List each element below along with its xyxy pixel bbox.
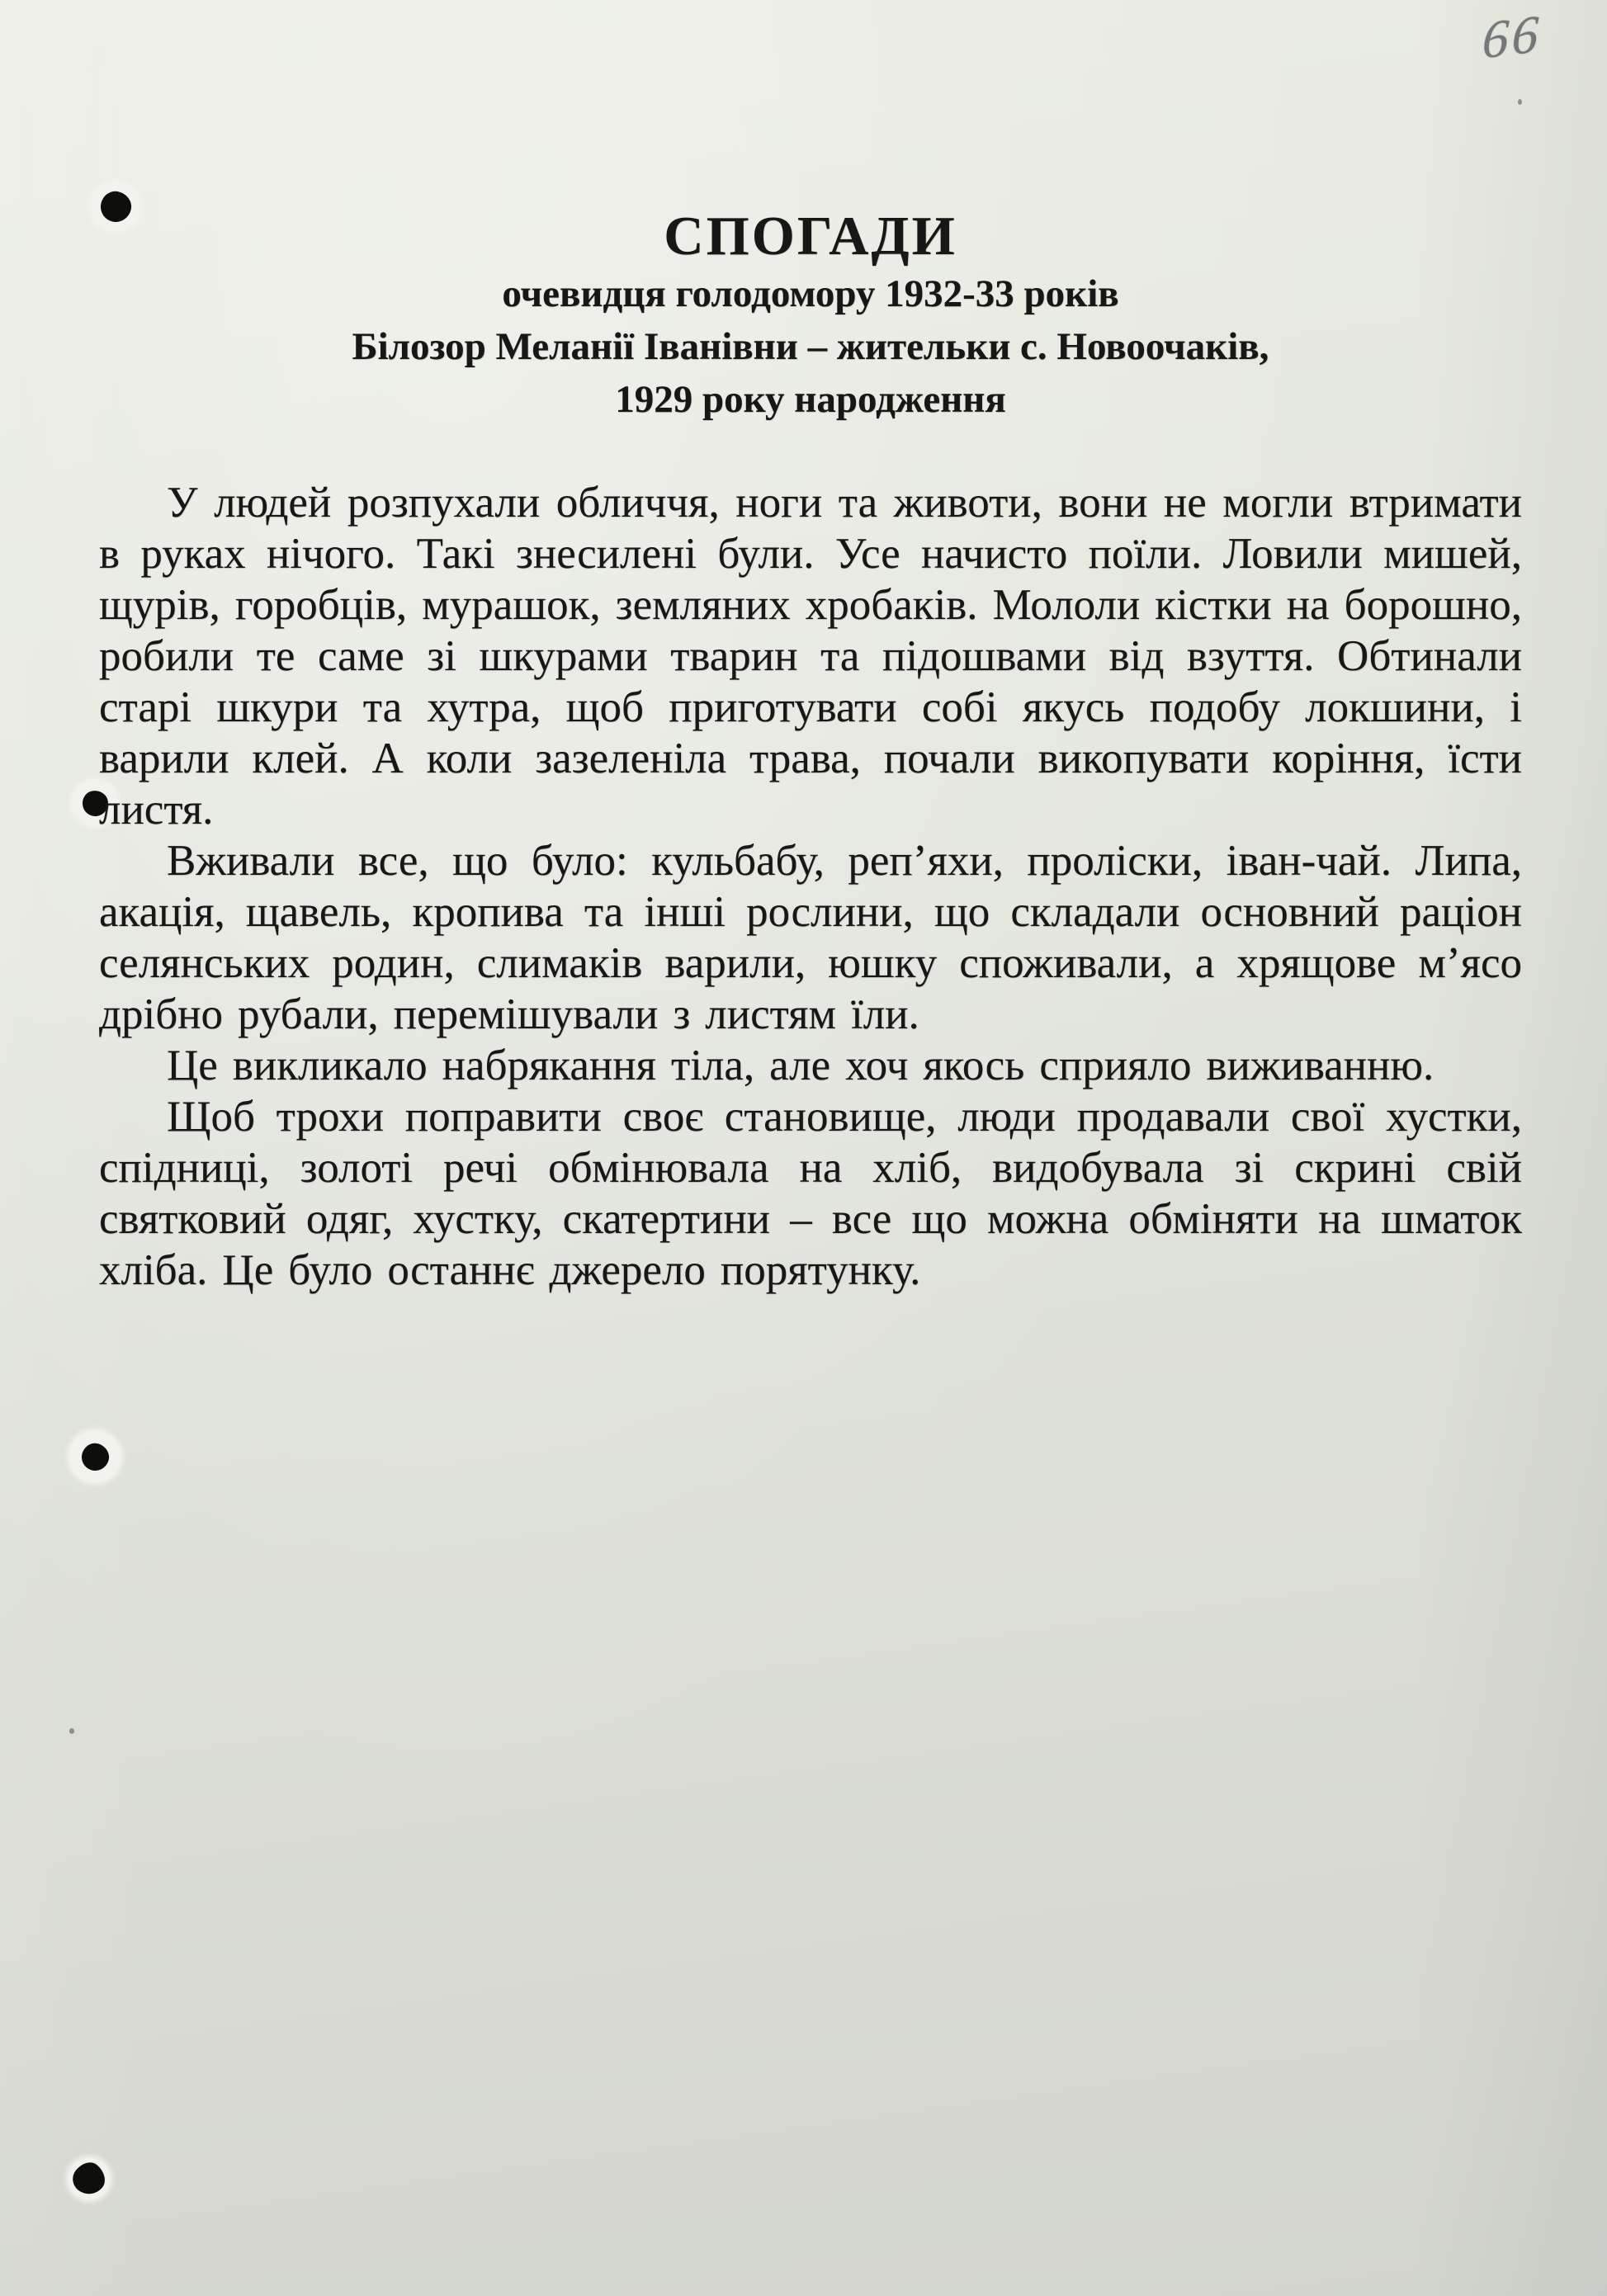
punch-hole-dot	[67, 2157, 111, 2201]
subtitle-line-3: 1929 року народження	[615, 378, 1006, 421]
punch-hole	[69, 2158, 110, 2199]
document-body	[99, 205, 1522, 1296]
paper-speck	[1518, 99, 1522, 105]
paragraphs-block	[99, 477, 1522, 1296]
subtitle-line-1: очевидця голодомору 1932-33 років	[502, 272, 1119, 315]
punch-hole-dot	[78, 1439, 112, 1474]
paper-speck	[69, 1728, 74, 1734]
subtitle-line-2: Білозор Меланії Іванівни – жительки с. Новоочаків,	[352, 325, 1269, 368]
paragraph-1: У людей розпухали обличчя, ноги та животи, вони не могли втримати в руках нічого. Такі знесилені були. Усе начисто поїли. Ловили мишей, щурів, горобців, мурашок, земляних хробаків. Мололи кістки на борошно, робили те саме зі шкурами тварин та підошвами від взуття. Обтинали старі шкури та хутра, щоб приготувати собі якусь подобу локшини, і варили клей. А коли зазеленіла трава, почали викопувати коріння, їсти листя.	[99, 479, 1522, 834]
paragraph-3: Це викликало набрякання тіла, але хоч якось сприяло виживанню.	[167, 1042, 1434, 1089]
punch-hole	[69, 1431, 121, 1482]
paragraph-4: Щоб трохи поправити своє становище, люди продавали свої хустки, спідниці, золоті речі обмінювала на хліб, видобувала зі скрині свій святковий одяг, хустку, скатертини – все що можна обміняти на шматок хліба. Це було останнє джерело порятунку.	[99, 1093, 1522, 1294]
paragraph-2: Вживали все, що було: кульбабу, реп’яхи, проліски, іван-чай. Липа, акація, щавель, кропива та інші рослини, що складали основний раціон селянських родин, слимаків варили, юшку споживали, а хрящове м’ясо дрібно рубали, перемішували з листям їли.	[99, 837, 1522, 1038]
handwritten-page-number: 66	[1481, 3, 1543, 70]
document-title: СПОГАДИ	[664, 206, 957, 267]
